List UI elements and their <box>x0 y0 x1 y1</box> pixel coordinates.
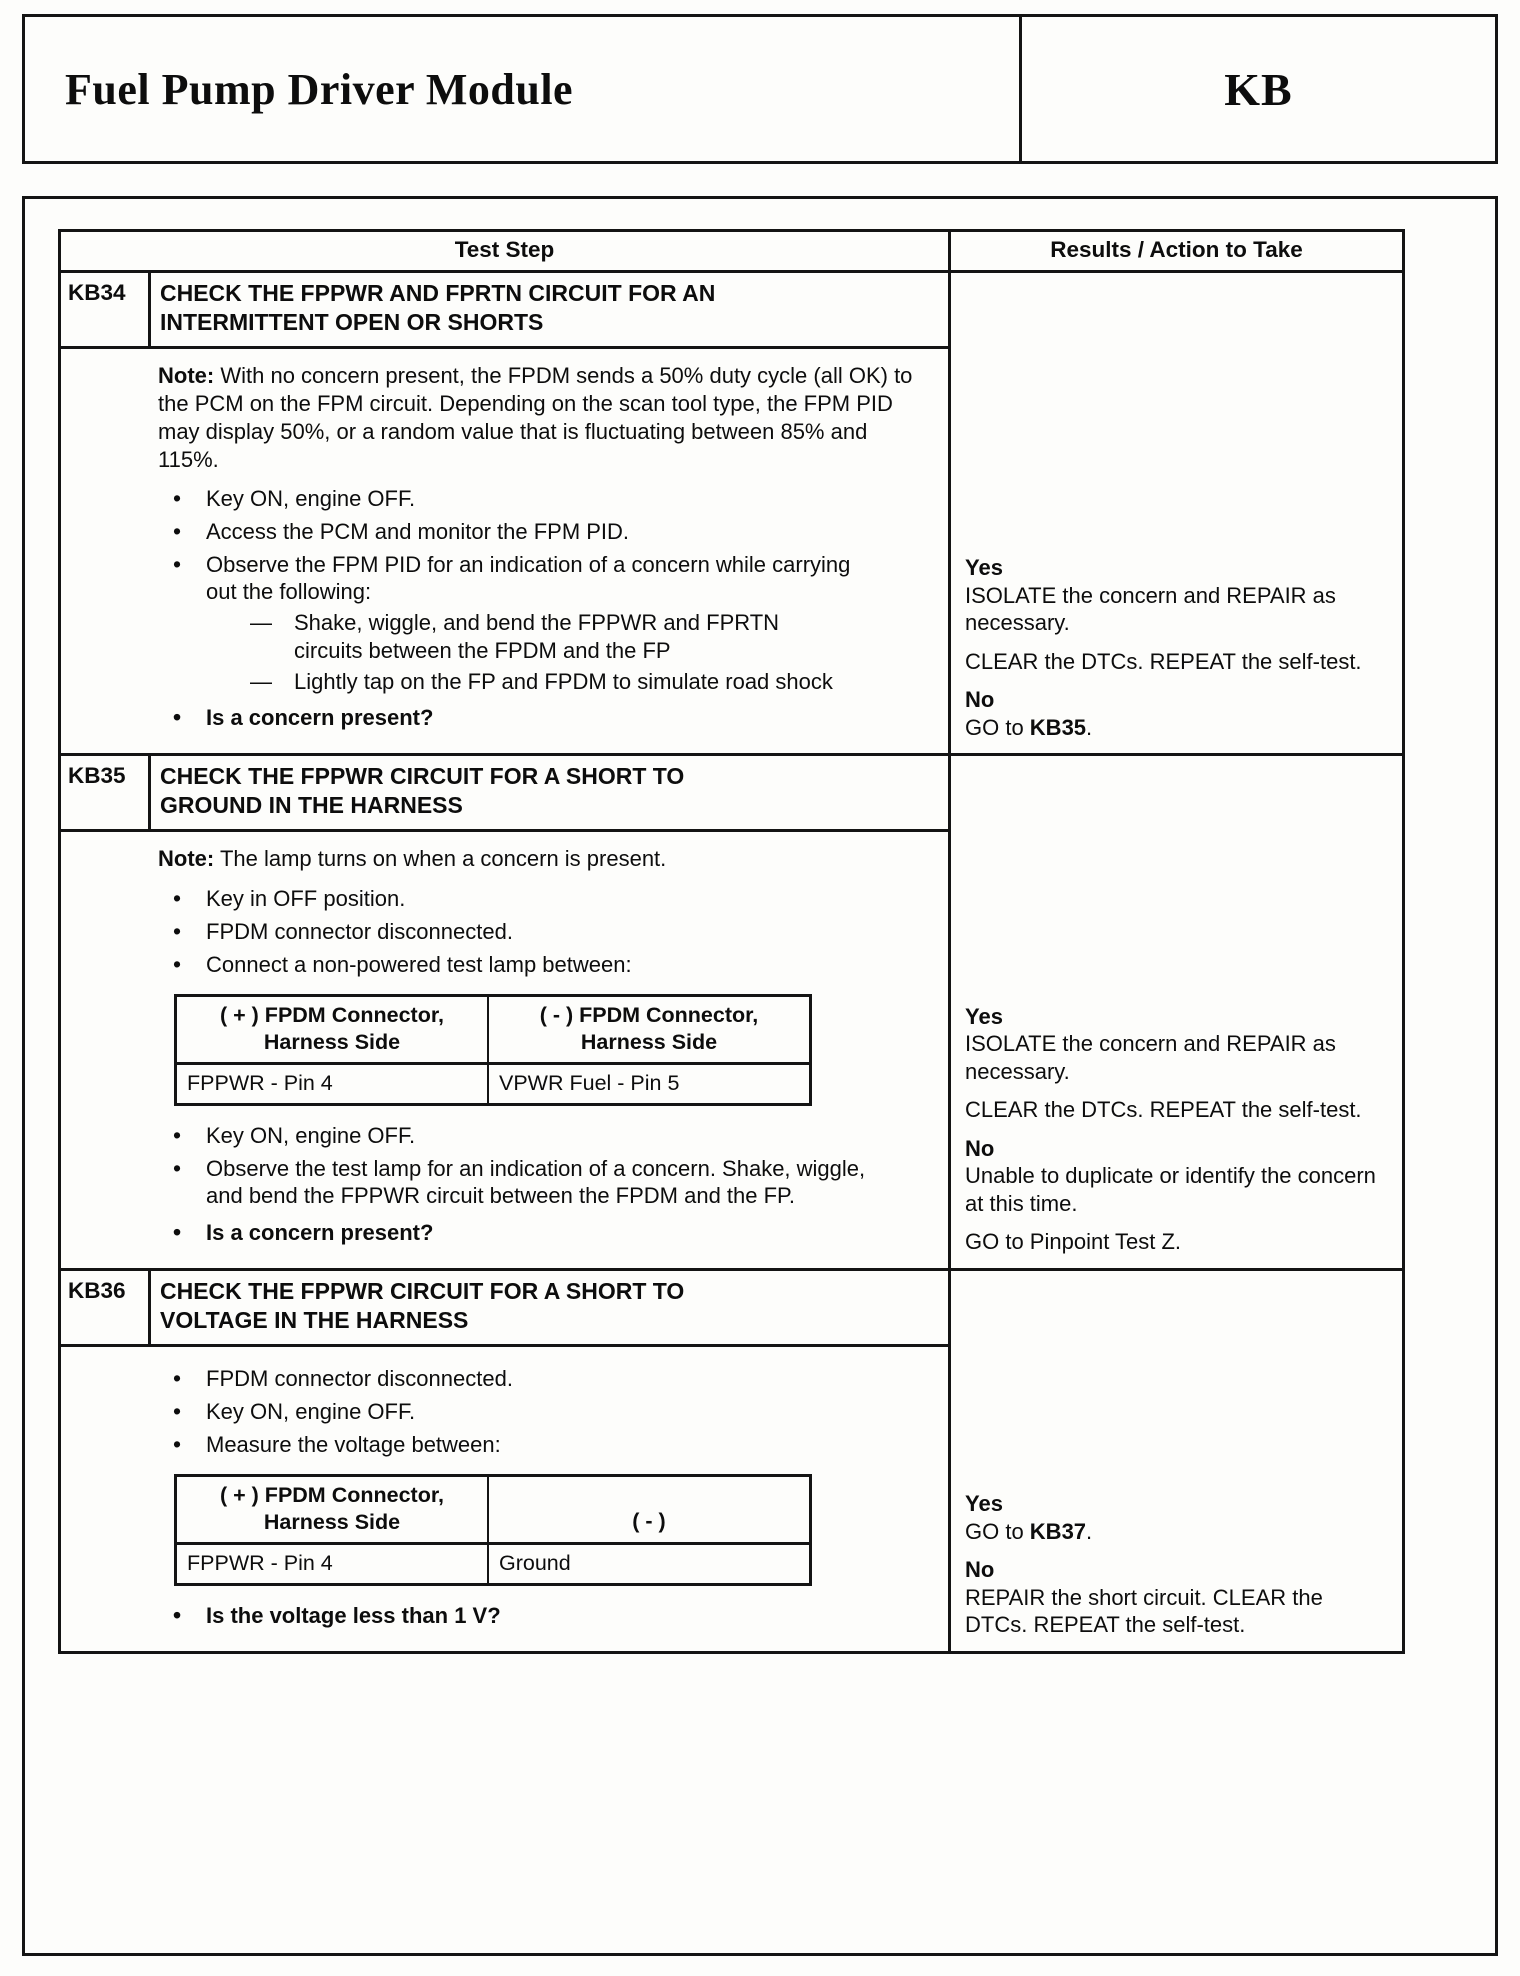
connector-table <box>174 994 812 1106</box>
bullet-item: • FPDM connector disconnected. <box>158 918 932 946</box>
result-no-label: No <box>965 687 995 713</box>
bullet-item: • Connect a non-powered test lamp between: <box>158 951 932 979</box>
test-step-cell <box>61 1271 951 1651</box>
sub-dash-item: — Lightly tap on the FP and FPDM to simulate road shock <box>206 668 932 696</box>
go-to-target: KB35 <box>1029 714 1087 740</box>
step-title: CHECK THE FPPWR CIRCUIT FOR A SHORT TO VOLTAGE IN THE HARNESS <box>160 1277 685 1334</box>
step-body <box>61 349 948 753</box>
bullet-item: • Observe the test lamp for an indication of a concern. Shake, wiggle, and bend the FPPWR circuit between the FPDM and the FP. <box>158 1155 932 1210</box>
result-action-line: CLEAR the DTCs. REPEAT the self-test. <box>965 1097 1362 1123</box>
result-action-line: ISOLATE the concern and REPAIR as necessary. <box>965 1031 1336 1084</box>
result-action-line: GO to Pinpoint Test Z. <box>965 1229 1182 1255</box>
step-header <box>61 756 948 832</box>
table-header-row <box>61 232 1402 273</box>
content-box <box>22 196 1498 1956</box>
bullet-item: • FPDM connector disconnected. <box>158 1365 932 1393</box>
result-no-label: No <box>965 1135 995 1161</box>
test-step-row-kb35 <box>61 756 1402 1271</box>
result-action-line: REPAIR the short circuit. CLEAR the DTCs. REPEAT the self-test. <box>965 1584 1323 1638</box>
connector-value-cell: Ground <box>499 1550 571 1575</box>
step-header <box>61 273 948 349</box>
result-action-line: Unable to duplicate or identify the concern at this time. <box>965 1163 1376 1216</box>
result-action-line: GO to KB37. <box>965 1518 1093 1544</box>
bullet-item: • Key in OFF position. <box>158 885 932 913</box>
step-body <box>61 1347 948 1651</box>
go-to-target: KB37 <box>1029 1518 1087 1544</box>
result-action-line: CLEAR the DTCs. REPEAT the self-test. <box>965 648 1362 674</box>
test-step-cell <box>61 273 951 753</box>
test-step-row-kb36 <box>61 1271 1402 1651</box>
result-no-label: No <box>965 1557 995 1583</box>
column-header-results: Results / Action to Take <box>1050 237 1303 262</box>
results-cell <box>951 273 1402 753</box>
question-bullet: • Is the voltage less than 1 V? <box>158 1602 932 1630</box>
note-paragraph <box>158 845 920 873</box>
note-label: Note: <box>158 363 215 389</box>
result-yes-label: Yes <box>965 1491 1003 1517</box>
bullet-item: • Key ON, engine OFF. <box>158 1398 932 1426</box>
connector-header-cell: ( + ) FPDM Connector, Harness Side <box>177 997 489 1064</box>
result-action-line: ISOLATE the concern and REPAIR as necessary. <box>965 582 1336 636</box>
question-bullet: • Is a concern present? <box>158 704 932 732</box>
result-yes-label: Yes <box>965 1003 1003 1029</box>
bullet-item: • Access the PCM and monitor the FPM PID. <box>158 518 932 546</box>
header <box>22 14 1498 164</box>
connector-value-cell: VPWR Fuel - Pin 5 <box>499 1070 680 1095</box>
note-label: Note: <box>158 846 215 872</box>
connector-value-cell: FPPWR - Pin 4 <box>177 1065 489 1103</box>
step-header <box>61 1271 948 1347</box>
pinpoint-test-table <box>58 229 1405 1654</box>
step-id: KB36 <box>61 1271 151 1344</box>
note-text: With no concern present, the FPDM sends a 50% duty cycle (all OK) to the PCM on the FPM circuit. Depending on the scan tool type, the FPM PID may display 50%, or a random value that is fluctuating between 85% and 115%. <box>158 363 913 472</box>
results-cell <box>951 756 1402 1268</box>
sub-dash-item: — Shake, wiggle, and bend the FPPWR and FPRTN circuits between the FPDM and the FP <box>206 609 932 664</box>
result-action-line: GO to KB35. <box>965 714 1093 740</box>
connector-table <box>174 1474 812 1586</box>
step-id: KB34 <box>61 273 151 346</box>
test-step-cell <box>61 756 951 1268</box>
connector-header-cell: ( + ) FPDM Connector, Harness Side <box>177 1477 489 1544</box>
section-code: KB <box>1019 17 1495 161</box>
bullet-item: • Measure the voltage between: <box>158 1431 932 1459</box>
note-text: The lamp turns on when a concern is present. <box>219 846 667 872</box>
test-step-row-kb34 <box>61 273 1402 756</box>
connector-value-cell: FPPWR - Pin 4 <box>177 1545 489 1583</box>
result-yes-label: Yes <box>965 555 1003 581</box>
note-paragraph <box>158 362 920 473</box>
step-body <box>61 832 948 1267</box>
step-title: CHECK THE FPPWR CIRCUIT FOR A SHORT TO GROUND IN THE HARNESS <box>160 763 685 819</box>
page-title: Fuel Pump Driver Module <box>65 64 574 114</box>
question-bullet: • Is a concern present? <box>158 1219 932 1247</box>
connector-header-cell: ( - ) FPDM Connector, Harness Side <box>489 997 809 1064</box>
bullet-item: • Key ON, engine OFF. <box>158 485 932 513</box>
column-header-test-step: Test Step <box>61 232 951 270</box>
bullet-item: • Key ON, engine OFF. <box>158 1122 932 1150</box>
bullet-item: • Observe the FPM PID for an indication of a concern while carrying out the following: — Shake, wiggle, and bend the FPPWR and FPRTN circuits between the FPDM and the FP — Lightly tap on the FP and FPDM to simulate road shock <box>158 551 932 696</box>
results-cell <box>951 1271 1402 1651</box>
connector-header-cell: ( - ) <box>489 1477 809 1544</box>
step-title: CHECK THE FPPWR AND FPRTN CIRCUIT FOR AN INTERMITTENT OPEN OR SHORTS <box>160 280 716 336</box>
step-id: KB35 <box>61 756 151 829</box>
